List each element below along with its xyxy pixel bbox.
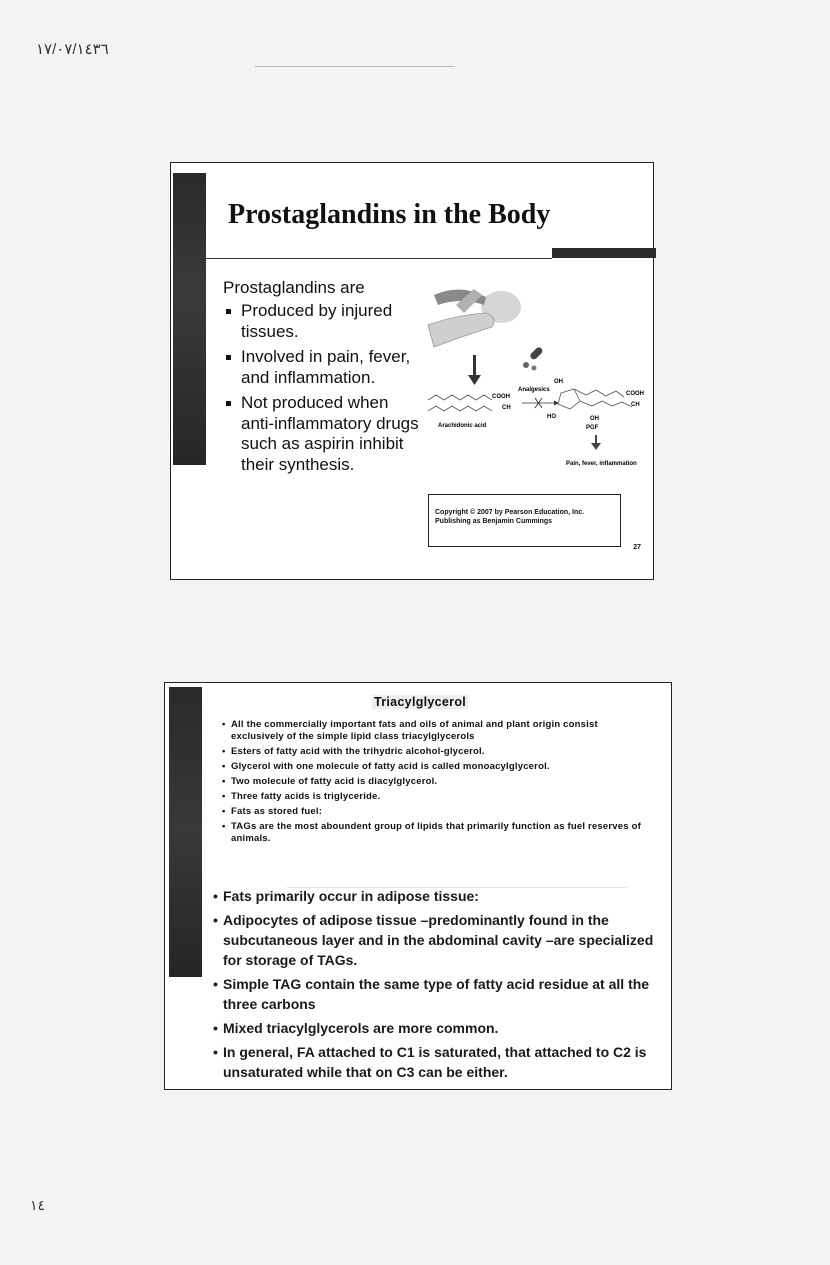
injury-illustration — [428, 289, 521, 347]
list-item: • Fats as stored fuel: — [222, 806, 652, 818]
main-bullet-list — [213, 886, 665, 1086]
ch3-right-label: CH — [631, 402, 640, 408]
list-item: • Three fatty acids is triglyceride. — [222, 791, 652, 803]
slide-side-bar — [169, 687, 202, 977]
list-item: • Mixed triacylglycerols are more common. — [213, 1018, 665, 1038]
ch3-left-label: CH — [502, 405, 511, 411]
cooh-right-label: COOH — [626, 391, 644, 397]
list-item: Involved in pain, fever, and inflammation. — [223, 347, 423, 388]
list-item: • Simple TAG contain the same type of fatty acid residue at all the three carbons — [213, 974, 665, 1014]
down-arrow-icon — [468, 355, 481, 385]
bullet-list — [223, 301, 423, 480]
list-item: • All the commercially important fats and oils of animal and plant origin consist exclusively of the simple lipid class triacylglycerols — [222, 719, 652, 743]
slide-side-bar — [173, 173, 206, 465]
cooh-left-label: COOH — [492, 394, 510, 400]
list-item: • Two molecule of fatty acid is diacylglycerol. — [222, 776, 652, 788]
oh-top-label: OH — [554, 379, 563, 385]
title-rule — [206, 258, 552, 259]
header-date: ١٧/٠٧/١٤٣٦ — [36, 41, 109, 58]
oh-bottom-label: OH — [590, 416, 599, 422]
list-item: Not produced when anti-inflammatory drugs such as aspirin inhibit their synthesis. — [223, 393, 423, 475]
list-item: • In general, FA attached to C1 is saturated, that attached to C2 is unsaturated while that on C3 can be either. — [213, 1042, 665, 1082]
ho-label: HO — [547, 414, 556, 420]
copyright-box — [428, 494, 621, 547]
slide-prostaglandins — [170, 162, 654, 580]
list-item: • TAGs are the most aboundent group of lipids that primarily function as fuel reserves of animals. — [222, 821, 652, 845]
copyright-line: Copyright © 2007 by Pearson Education, Inc. — [435, 509, 585, 516]
outcome-label: Pain, fever, inflammation — [566, 461, 637, 467]
list-item: • Esters of fatty acid with the trihydric alcohol-glycerol. — [222, 746, 652, 758]
list-item: • Fats primarily occur in adipose tissue: — [213, 886, 665, 906]
prostaglandin-pathway-figure — [426, 275, 656, 490]
analgesics-label: Analgesics — [518, 387, 550, 393]
page-number: ١٤ — [30, 1197, 46, 1213]
slide-number: 27 — [633, 544, 641, 551]
list-item: • Glycerol with one molecule of fatty acid is called monoacylglycerol. — [222, 761, 652, 773]
list-item: Produced by injured tissues. — [223, 301, 423, 342]
lead-text: Prostaglandins are — [223, 278, 365, 297]
pgf-label: PGF — [586, 425, 599, 431]
slide-triacylglycerol — [164, 682, 672, 1090]
pills-icon — [523, 346, 544, 371]
publisher-line: Publishing as Benjamin Cummings — [435, 518, 553, 525]
down-arrow-icon — [591, 435, 601, 450]
detail-bullet-list — [222, 719, 652, 848]
blocked-arrow-icon — [522, 398, 559, 408]
pgf-ring-structure — [558, 389, 580, 409]
arachidonic-structure — [428, 395, 492, 400]
slide-title: Triacylglycerol — [374, 695, 467, 709]
arachidonic-acid-label: Arachidonic acid — [438, 423, 487, 429]
header-divider — [255, 66, 455, 67]
title-rule-accent — [552, 248, 656, 258]
slide-title: Prostaglandins in the Body — [228, 199, 551, 230]
list-item: • Adipocytes of adipose tissue –predominantly found in the subcutaneous layer and in the abdominal cavity –are specialized for storage of TAGs. — [213, 910, 665, 970]
